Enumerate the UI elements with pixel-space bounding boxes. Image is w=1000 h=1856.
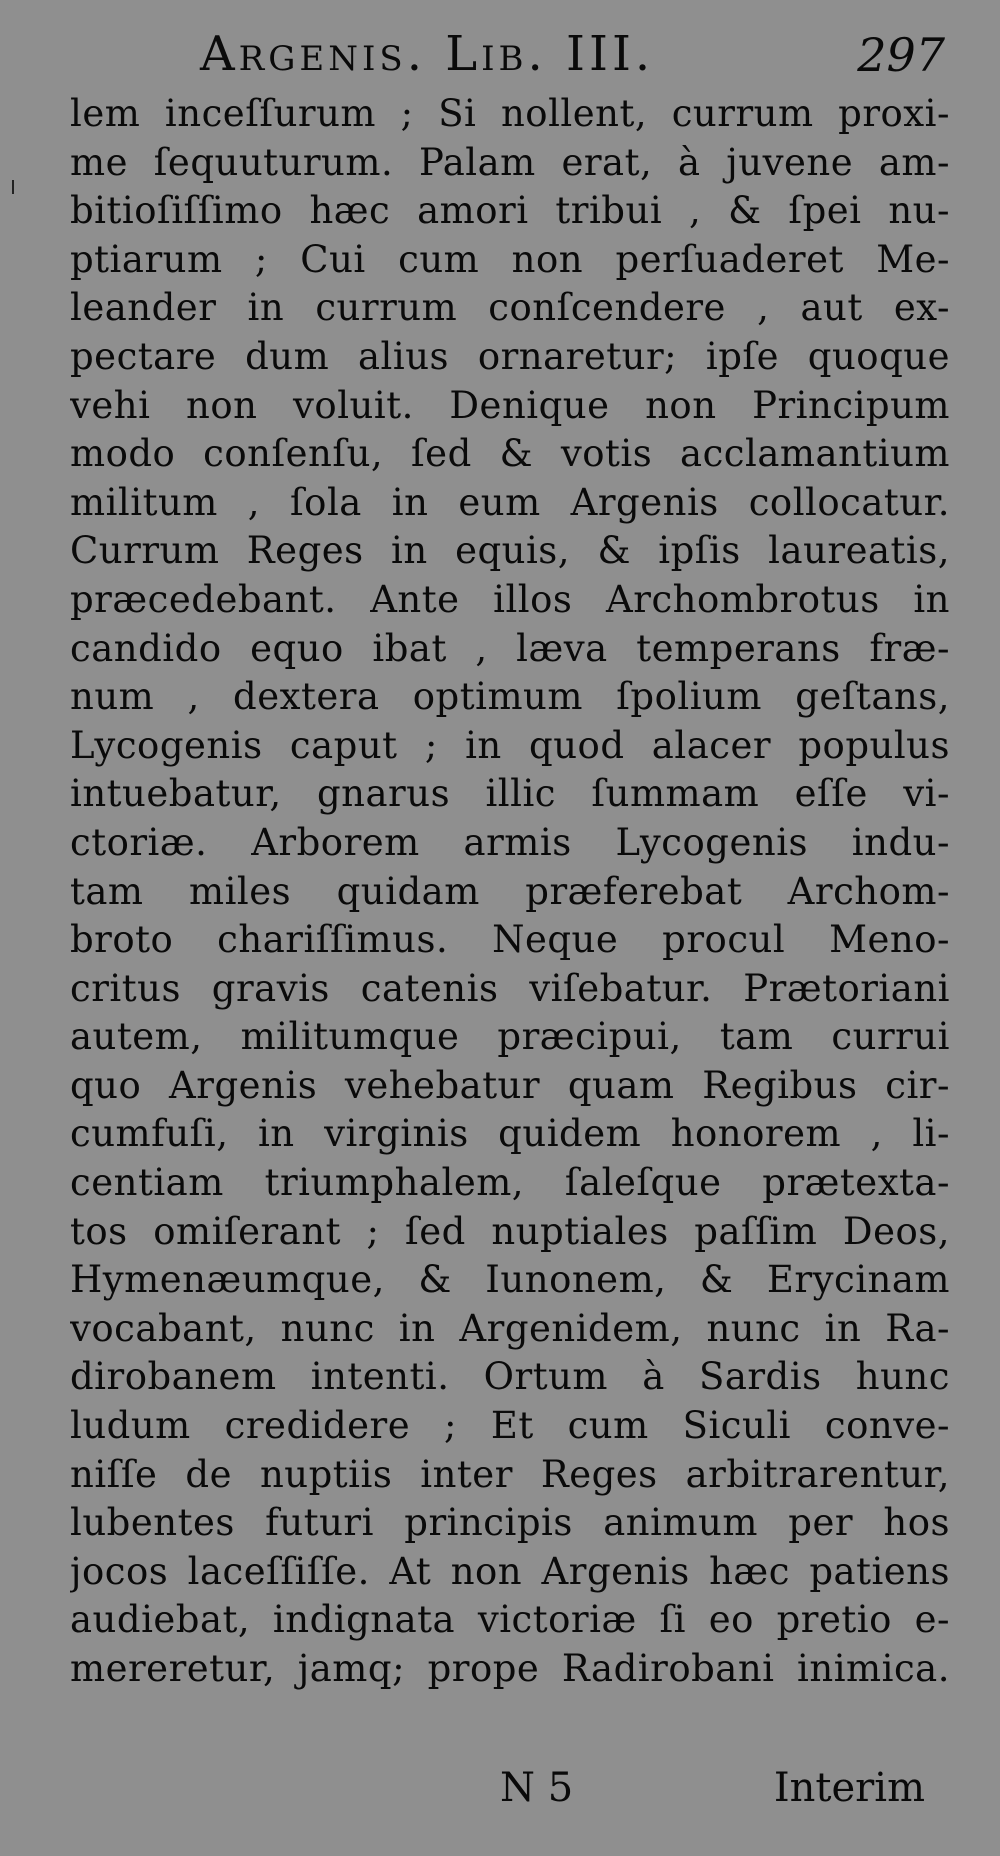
signature-mark: N 5 (500, 1765, 574, 1811)
text-line: centiam triumphalem, ſaleſque prætexta- (70, 1161, 950, 1205)
text-line: modo conſenſu, ſed & votis acclamantium (70, 432, 950, 476)
text-line: ludum credidere ; Et cum Siculi conve- (70, 1404, 950, 1448)
running-head (0, 18, 1000, 88)
text-line: critus gravis catenis viſebatur. Prætoriani (70, 966, 950, 1010)
text-line: audiebat, indignata victoriæ ſi eo pretio e- (70, 1598, 950, 1642)
text-line: tam miles quidam præferebat Archom- (70, 869, 950, 913)
text-line: num , dextera optimum ſpolium geſtans, (70, 675, 950, 719)
text-line: mereretur, jamq; prope Radirobani inimica. (70, 1647, 950, 1690)
text-line: Lycogenis caput ; in quod alacer populus (70, 723, 950, 767)
text-line: pectare dum alius ornaretur; ipſe quoque (70, 334, 950, 378)
text-line: ctoriæ. Arborem armis Lycogenis indu- (70, 820, 950, 864)
text-line: militum , ſola in eum Argenis collocatur. (70, 480, 950, 524)
text-line: Currum Reges in equis, & ipſis laureatis, (70, 529, 950, 573)
text-line: vehi non voluit. Denique non Principum (70, 383, 950, 427)
text-line: lem inceſſurum ; Si nollent, currum proxi- (70, 92, 950, 135)
text-line: candido equo ibat , læva temperans fræ- (70, 626, 950, 670)
margin-mark (12, 180, 14, 194)
text-line: leander in currum conſcendere , aut ex- (70, 286, 950, 330)
text-line: me ſequuturum. Palam erat, à juvene am- (70, 140, 950, 184)
text-line: autem, militumque præcipui, tam currui (70, 1015, 950, 1059)
text-line: tos omiſerant ; ſed nuptiales paſſim Deos, (70, 1209, 950, 1253)
text-line: Hymenæumque, & Iunonem, & Erycinam (70, 1258, 950, 1302)
page-footer (0, 1765, 1000, 1825)
text-line: niſſe de nuptiis inter Reges arbitrarentur, (70, 1452, 950, 1496)
text-line: bitioſiſſimo hæc amori tribui , & ſpei nu- (70, 189, 950, 233)
text-line: vocabant, nunc in Argenidem, nunc in Ra- (70, 1306, 950, 1350)
text-line: intuebatur, gnarus illic ſummam eſſe vi- (70, 772, 950, 816)
text-line: ptiarum ; Cui cum non perſuaderet Me- (70, 237, 950, 281)
text-line: præcedebant. Ante illos Archombrotus in (70, 577, 950, 621)
text-line: dirobanem intenti. Ortum à Sardis hunc (70, 1355, 950, 1399)
catchword: Interim (773, 1765, 925, 1811)
running-title: Argenis. Lib. III. (200, 26, 655, 82)
page-number: 297 (857, 28, 945, 82)
text-line: cumfuſi, in virginis quidem honorem , li- (70, 1112, 950, 1156)
text-line: lubentes futuri principis animum per hos (70, 1501, 950, 1545)
text-line: broto chariſſimus. Neque procul Meno- (70, 918, 950, 962)
body-text (70, 90, 950, 1694)
text-line: jocos laceſſiſſe. At non Argenis hæc patiens (70, 1549, 950, 1593)
text-line: quo Argenis vehebatur quam Regibus cir- (70, 1063, 950, 1107)
